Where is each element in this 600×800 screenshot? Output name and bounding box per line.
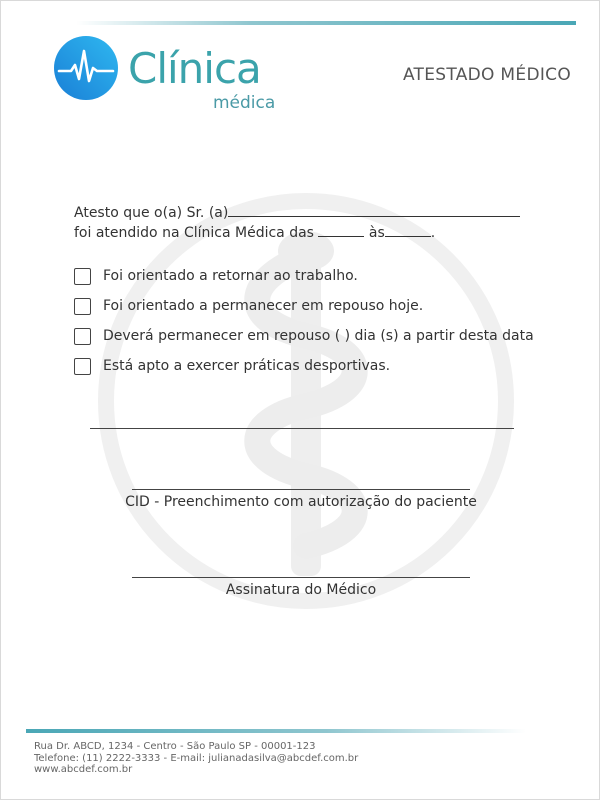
logo-subtitle: médica: [213, 93, 276, 113]
footer-phone-email: Telefone: (11) 2222-3333 - E-mail: julianadasilva@abcdef.com.br: [34, 752, 359, 764]
option-fit-for-sports[interactable]: [74, 356, 534, 376]
attest-line-patient: [74, 203, 520, 222]
cid-signature-line[interactable]: [132, 489, 470, 490]
option-rest-today[interactable]: [74, 296, 534, 316]
doctor-signature-line[interactable]: [132, 577, 470, 578]
cid-caption: CID - Preenchimento com autorização do paciente: [125, 494, 477, 510]
footer-contact: [34, 741, 358, 776]
doctor-signature-caption: Assinatura do Médico: [225, 582, 377, 598]
footer-website: www.abcdef.com.br: [34, 764, 133, 775]
logo-wordmark: Clínica: [128, 44, 261, 93]
option-label: Está apto a exercer práticas desportivas.: [103, 358, 391, 374]
end-time-blank[interactable]: [385, 223, 431, 237]
checkbox[interactable]: [74, 328, 91, 345]
option-return-to-work[interactable]: [74, 266, 534, 286]
option-label: Foi orientado a permanecer em repouso hoje.: [103, 298, 424, 314]
option-label: Foi orientado a retornar ao trabalho.: [103, 268, 358, 284]
attended-suffix: .: [430, 225, 436, 241]
attest-prefix: Atesto que o(a) Sr. (a): [74, 205, 229, 221]
patient-name-blank[interactable]: [228, 203, 520, 217]
attest-line-time: [74, 223, 435, 242]
footer-address: Rua Dr. ABCD, 1234 - Centro - São Paulo SP - 00001-123: [34, 741, 316, 752]
start-time-blank[interactable]: [318, 223, 364, 237]
option-label: Deverá permanecer em repouso ( ) dia (s) a partir desta data: [103, 328, 534, 344]
heartbeat-circle-icon: [53, 35, 119, 101]
options-checklist: [74, 266, 534, 386]
observations-line[interactable]: [90, 428, 514, 429]
header-rule: [76, 21, 576, 25]
attended-prefix: foi atendido na Clínica Médica das: [74, 225, 314, 241]
document-title: ATESTADO MÉDICO: [402, 65, 571, 85]
checkbox[interactable]: [74, 358, 91, 375]
caduceus-watermark-icon: [91, 186, 521, 616]
time-connector: às: [368, 225, 385, 241]
footer-rule: [26, 729, 526, 733]
checkbox[interactable]: [74, 298, 91, 315]
option-rest-days[interactable]: [74, 326, 534, 346]
checkbox[interactable]: [74, 268, 91, 285]
